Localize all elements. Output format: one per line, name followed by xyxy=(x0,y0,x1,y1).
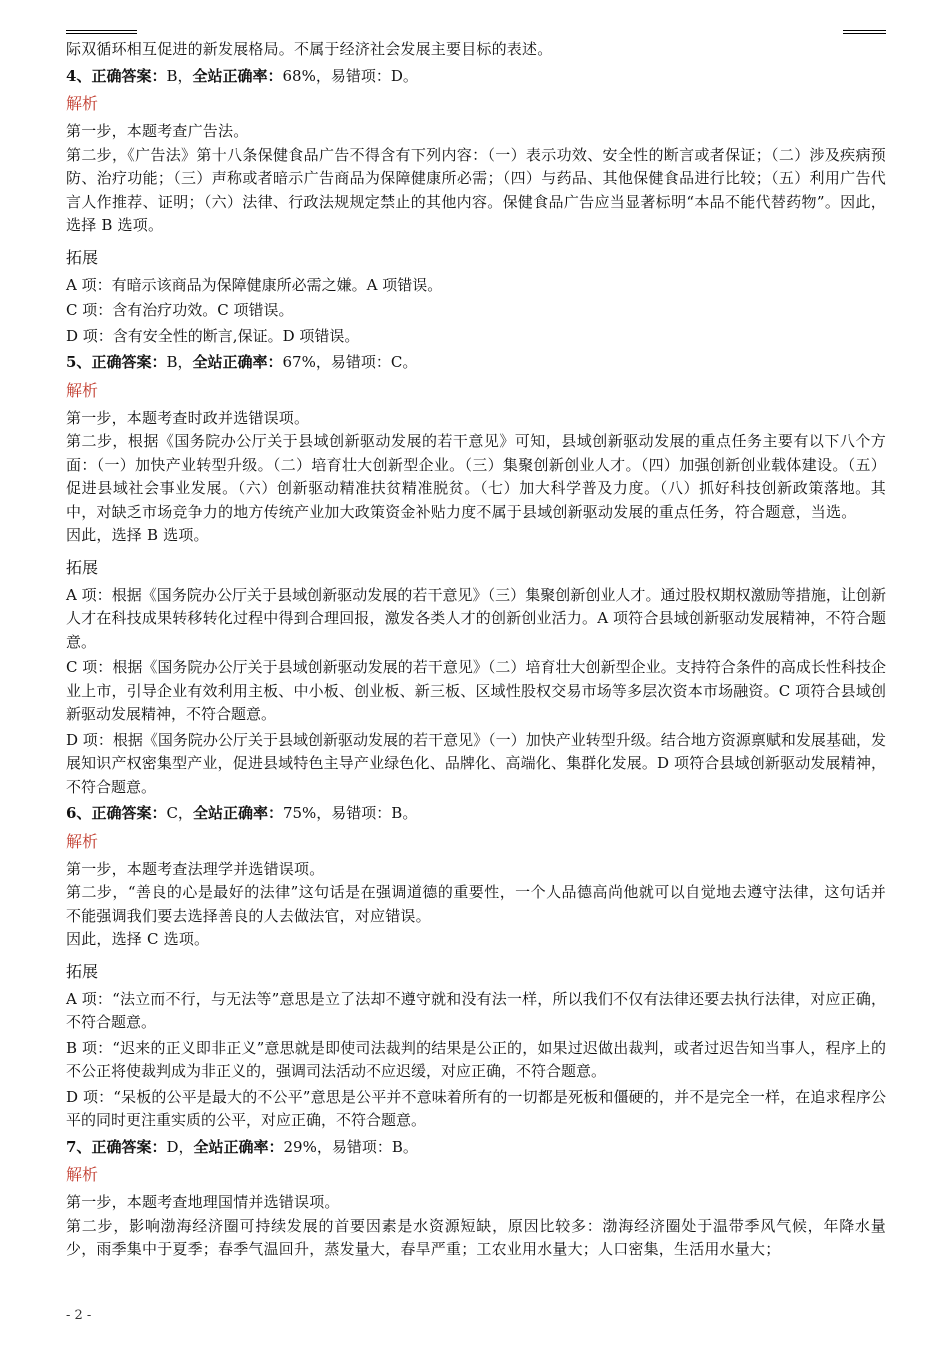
header-rule-right-2 xyxy=(843,33,886,34)
step: 第一步，本题考查广告法。 xyxy=(66,122,249,140)
answer-line: 7、正确答案：D，全站正确率：29%，易错项：B。 xyxy=(66,1137,418,1156)
answer-line: 4、正确答案：B，全站正确率：68%，易错项：D。 xyxy=(66,66,418,85)
step: 因此，选择 C 选项。 xyxy=(66,930,210,948)
question-7 xyxy=(66,1136,886,1262)
analysis-heading: 解析 xyxy=(66,831,99,851)
option-explanation: C 项：根据《国务院办公厅关于县域创新驱动发展的若干意见》（二）培育壮大创新型企业。支持符合条件的高成长性科技企业上市，引导企业有效利用主板、中小板、创业板、新三板、区域性股权交易市场等多层次资本市场融资。C 项符合县域创新驱动发展精神，不符合题意。 xyxy=(66,658,886,723)
question-6 xyxy=(66,802,886,1133)
analysis-heading: 解析 xyxy=(66,1165,99,1184)
extension-heading: 拓展 xyxy=(66,247,99,267)
option-explanation: C 项：含有治疗功效。C 项错误。 xyxy=(66,301,294,319)
analysis-heading: 解析 xyxy=(66,380,99,400)
answer-line: 6、正确答案：C，全站正确率：75%，易错项：B。 xyxy=(66,804,418,822)
header-rule-left xyxy=(66,30,137,31)
extension-heading: 拓展 xyxy=(66,557,99,577)
document-body xyxy=(66,38,886,1262)
option-explanation: D 项：“呆板的公平是最大的不公平”意思是公平并不意味着所有的一切都是死板和僵硬的，并不是完全一样，在追求程序公平的同时更注重实质的公平，对应正确，不符合题意。 xyxy=(66,1087,886,1129)
continued-text: 际双循环相互促进的新发展格局。不属于经济社会发展主要目标的表述。 xyxy=(66,40,553,58)
step: 第二步，《广告法》第十八条保健食品广告不得含有下列内容：（一）表示功效、安全性的断言或者保证；（二）涉及疾病预防、治疗功能；（三）声称或者暗示广告商品为保障健康所必需；（四）与药品、其他保健食品进行比较；（五）利用广告代言人作推荐、证明；（六）法律、行政法规规定禁止的其他内容。保健食品广告应当显著标明“本品不能代替药物”。因此，选择 B 选项。 xyxy=(66,145,886,234)
analysis-heading: 解析 xyxy=(66,94,99,113)
step: 第一步，本题考查法理学并选错误项。 xyxy=(66,859,325,878)
answer-line: 5、正确答案：B，全站正确率：67%，易错项：C。 xyxy=(66,353,418,371)
header-rule-right xyxy=(843,30,886,31)
step: 第二步，根据《国务院办公厅关于县域创新驱动发展的若干意见》可知，县域创新驱动发展的重点任务主要有以下八个方面：（一）加快产业转型升级。（二）培育壮大创新型企业。（三）集聚创新创业人才。（四）加强创新创业载体建设。（五）促进县域社会事业发展。（六）创新驱动精准扶贫精准脱贫。（七）加大科学普及力度。（八）抓好科技创新政策落地。其中，对缺乏市场竞争力的地方传统产业加大政策资金补贴力度不属于县域创新驱动发展的重点任务，符合题意，当选。 xyxy=(66,432,886,521)
step: 第二步，影响渤海经济圈可持续发展的首要因素是水资源短缺，原因比较多：渤海经济圈处于温带季风气候，年降水量少，雨季集中于夏季；春季气温回升，蒸发量大，春旱严重；工农业用水量大；人口密集，生活用水量大； xyxy=(66,1216,886,1258)
extension-heading: 拓展 xyxy=(66,961,99,981)
page-number: - 2 - xyxy=(66,1308,92,1323)
option-explanation: A 项：根据《国务院办公厅关于县域创新驱动发展的若干意见》（三）集聚创新创业人才。通过股权期权激励等措施，让创新人才在科技成果转移转化过程中得到合理回报，激发各类人才的创新创业活力。A 项符合县域创新驱动发展精神，不符合题意。 xyxy=(66,585,886,651)
option-explanation: A 项：“法立而不行，与无法等”意思是立了法却不遵守就和没有法一样，所以我们不仅有法律还要去执行法律，对应正确，不符合题意。 xyxy=(66,989,886,1031)
step: 因此，选择 B 选项。 xyxy=(66,526,209,544)
question-5 xyxy=(66,351,886,799)
step: 第一步，本题考查地理国情并选错误项。 xyxy=(66,1193,340,1211)
step: 第二步，“善良的心是最好的法律”这句话是在强调道德的重要性，一个人品德高尚他就可以自觉地去遵守法律，这句话并不能强调我们要去选择善良的人去做法官，对应错误。 xyxy=(66,883,886,925)
option-explanation: A 项：有暗示该商品为保障健康所必需之嫌。A 项错误。 xyxy=(66,275,443,294)
option-explanation: B 项：“迟来的正义即非正义”意思就是即使司法裁判的结果是公正的，如果过迟做出裁判，或者过迟告知当事人，程序上的不公正将使裁判成为非正义的，强调司法活动不应迟缓，对应正确，不符合题意。 xyxy=(66,1038,886,1080)
step: 第一步，本题考查时政并选错误项。 xyxy=(66,408,310,427)
header-rule-left-2 xyxy=(66,33,137,34)
option-explanation: D 项：含有安全性的断言,保证。D 项错误。 xyxy=(66,326,360,345)
question-4 xyxy=(66,65,886,349)
option-explanation: D 项：根据《国务院办公厅关于县域创新驱动发展的若干意见》（一）加快产业转型升级。结合地方资源禀赋和发展基础，发展知识产权密集型产业，促进县域特色主导产业绿色化、品牌化、高端化、集群化发展。D 项符合县域创新驱动发展精神，不符合题意。 xyxy=(66,730,886,796)
